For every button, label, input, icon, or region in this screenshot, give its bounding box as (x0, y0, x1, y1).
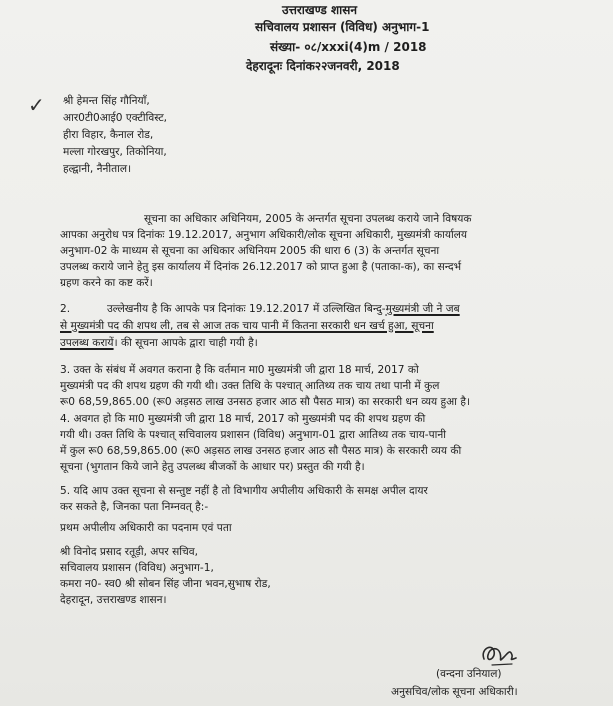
appellate-line: श्री विनोद प्रसाद रतूड़ी, अपर सचिव, (60, 546, 199, 558)
para-1-line: अनुभाग-02 के माध्यम से सूचना का अधिकार अधिनियम 2005 की धारा 6 (3) के अन्तर्गत सूचना (60, 245, 440, 257)
para-3-line: रू0 68,59,865.00 (रू0 अड़सठ लाख उनसठ हजार आठ सौ पैसठ मात्र) का सरकारी धन व्यय हुआ है। (60, 396, 470, 408)
para-1-line: सूचना का अधिकार अधिनियम, 2005 के अन्तर्गत सूचना उपलब्ध कराये जाने विषयक (144, 213, 472, 225)
para-5-line: 5. यदि आप उक्त सूचना से सन्तुष्ट नहीं है तो विभागीय अपीलीय अधिकारी के समक्ष अपील दायर (60, 485, 428, 497)
para-2-number: 2. (60, 303, 71, 315)
place-date: देहरादूनः दिनांक२२जनवरी, 2018 (246, 59, 400, 73)
para-3-line: 3. उक्त के संबंध में अवगत कराना है कि वर्तमान मा0 मुख्यमंत्री जी द्वारा 18 मार्च, 2017 को (60, 364, 419, 376)
para-1-line: उपलब्ध कराये जाने हेतु इस कार्यालय में दिनांक 26.12.2017 को प्राप्त हुआ है (पताका-क), का सन्दर्भ (60, 261, 462, 273)
department-title: सचिवालय प्रशासन (विविध) अनुभाग-1 (255, 20, 430, 34)
handwritten-signature (478, 639, 522, 669)
para-4-line: गयी थी। उक्त तिथि के पश्चात् सचिवालय प्रशासन (विविध) अनुभाग-01 द्वारा आतिथ्य तक चाय-पानी (60, 429, 446, 441)
checkmark-icon: ✓ (28, 93, 45, 117)
para-2-line: उपलब्ध करायें। की सूचना आपके द्वारा चाही गयी है। (60, 337, 258, 349)
reference-number: संख्या- ०८/xxxi(4)m / 2018 (270, 40, 427, 54)
appellate-line: देहरादून, उत्तराखण्ड शासन। (60, 594, 167, 606)
para-4-line: 4. अवगत हो कि मा0 मुख्यमंत्री जी द्वारा 18 मार्च, 2017 को मुख्यमंत्री पद की शपथ ग्रहण की (60, 413, 426, 425)
appellate-line: कमरा न0- स्व0 श्री सोबन सिंह जीना भवन,सुभाष रोड, (60, 578, 271, 590)
addressee-line: मल्ला गोरखपुर, तिकोनिया, (63, 146, 167, 158)
para-1-line: ग्रहण करने का कष्ट करें। (60, 277, 153, 289)
para-3-line: मुख्यमंत्री पद की शपथ ग्रहण की गयी थी। उक्त तिथि के पश्चात् आतिथ्य तक चाय तथा पानी में कुल (60, 380, 440, 392)
para-4-line: सूचना (भुगतान किये जाने हेतु उपलब्ध बीजकों के आधार पर) प्रस्तुत की गयी है। (60, 461, 365, 473)
signatory-name: (वन्दना उनियाल) (436, 668, 502, 680)
addressee-line: हल्द्वानी, नैनीताल। (63, 163, 132, 175)
para-1-line: आपका अनुरोध पत्र दिनांकः 19.12.2017, अनुभाग अधिकारी/लोक सूचना अधिकारी, मुख्यमंत्री कार्यालय (60, 229, 468, 241)
appellate-heading: प्रथम अपीलीय अधिकारी का पदनाम एवं पता (60, 522, 232, 534)
para-2-line: उल्लेखनीय है कि आपके पत्र दिनांकः 19.12.2017 में उल्लिखित बिन्दु-मुख्यमंत्री जी ने जब (107, 303, 460, 315)
para-2-highlight: से मुख्यमंत्री पद की शपथ ली, तब से आज तक चाय पानी में कितना सरकारी धन खर्च हुआ, सूचना (60, 320, 434, 332)
govt-title: उत्तराखण्ड शासन (282, 3, 358, 17)
addressee-line: श्री हेमन्त सिंह गौनियाँ, (63, 95, 150, 107)
signatory-designation: अनुसचिव/लोक सूचना अधिकारी। (391, 686, 518, 698)
appellate-line: सचिवालय प्रशासन (विविध) अनुभाग-1, (60, 562, 214, 574)
para-5-line: कर सकते है, जिनका पता निम्नवत् है:- (60, 501, 209, 513)
addressee-line: आर0टी0आई0 एक्टीविस्ट, (63, 112, 168, 124)
addressee-line: हीरा विहार, कैनाल रोड, (63, 129, 154, 141)
para-4-line: में कुल रू0 68,59,865.00 (रू0 अड़सठ लाख उनसठ हजार आठ सौ पैसठ मात्र) के सरकारी व्यय की (60, 445, 462, 457)
